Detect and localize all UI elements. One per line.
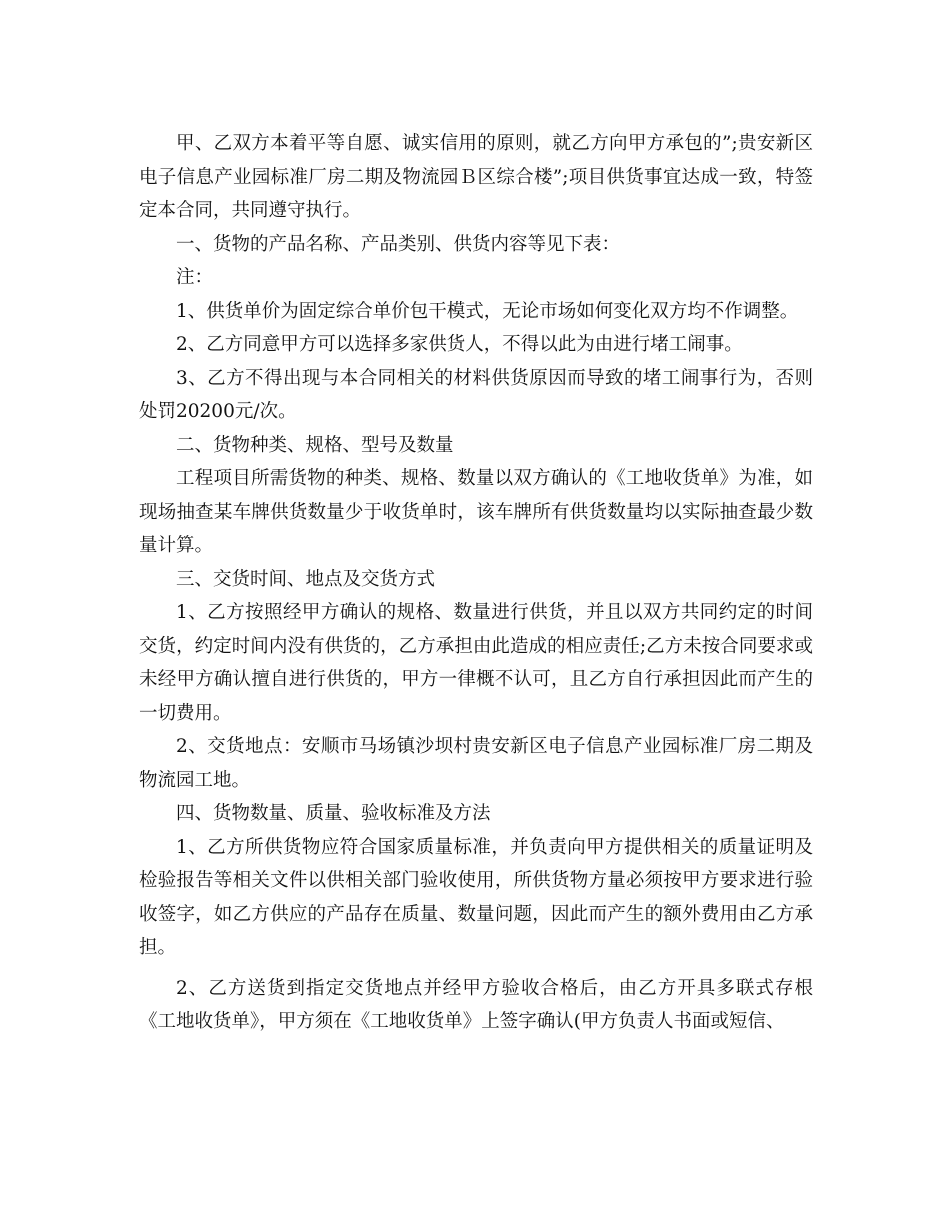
note-label: 注： xyxy=(176,267,214,288)
section-heading-1: 一、货物的产品名称、产品类别、供货内容等见下表： xyxy=(176,233,621,255)
delivery-item-1: 1、乙方按照经甲方确认的规格、数量进行供货，并且以双方共同约定的时间交货，约定时间内没有供货的，乙方承担由此造成的相应责任;乙方未按合同要求或未经甲方确认擅自进行供货的，甲方一律概不认可，且乙方自行承担因此而产生的一切费用。 xyxy=(139,602,813,724)
delivery-item-2: 2、交货地点：安顺市马场镇沙坝村贵安新区电子信息产业园标准厂房二期及物流园工地。 xyxy=(139,736,813,791)
note-item-2: 2、乙方同意甲方可以选择多家供货人，不得以此为由进行堵工闹事。 xyxy=(176,334,743,355)
note-item-3: 3、乙方不得出现与本合同相关的材料供货原因而导致的堵工闹事行为，否则处罚20200元/次。 xyxy=(139,367,813,422)
note-item-1: 1、供货单价为固定综合单价包干模式，无论市场如何变化双方均不作调整。 xyxy=(176,300,799,322)
section-heading-2: 二、货物种类、规格、型号及数量 xyxy=(176,434,454,456)
document-body xyxy=(139,127,813,1039)
section-heading-4: 四、货物数量、质量、验收标准及方法 xyxy=(176,803,491,824)
section-heading-3: 三、交货时间、地点及交货方式 xyxy=(176,568,436,590)
quality-item-2: 2、乙方送货到指定交货地点并经甲方验收合格后，由乙方开具多联式存根《工地收货单》，甲方须在《工地收货单》上签字确认(甲方负责人书面或短信、 xyxy=(139,977,813,1032)
paragraph-preamble: 甲、乙双方本着平等自愿、诚实信用的原则，就乙方向甲方承包的”;贵安新区电子信息产业园标准厂房二期及物流园Ｂ区综合楼”;项目供货事宜达成一致，特签定本合同，共同遵守执行。 xyxy=(139,133,813,221)
paragraph-quantity: 工程项目所需货物的种类、规格、数量以双方确认的《工地收货单》为准，如现场抽查某车牌供货数量少于收货单时，该车牌所有供货数量均以实际抽查最少数量计算。 xyxy=(139,468,813,556)
quality-item-1: 1、乙方所供货物应符合国家质量标准，并负责向甲方提供相关的质量证明及检验报告等相关文件以供相关部门验收使用，所供货物方量必须按甲方要求进行验收签字，如乙方供应的产品存在质量、数量问题，因此而产生的额外费用由乙方承担。 xyxy=(139,836,813,958)
